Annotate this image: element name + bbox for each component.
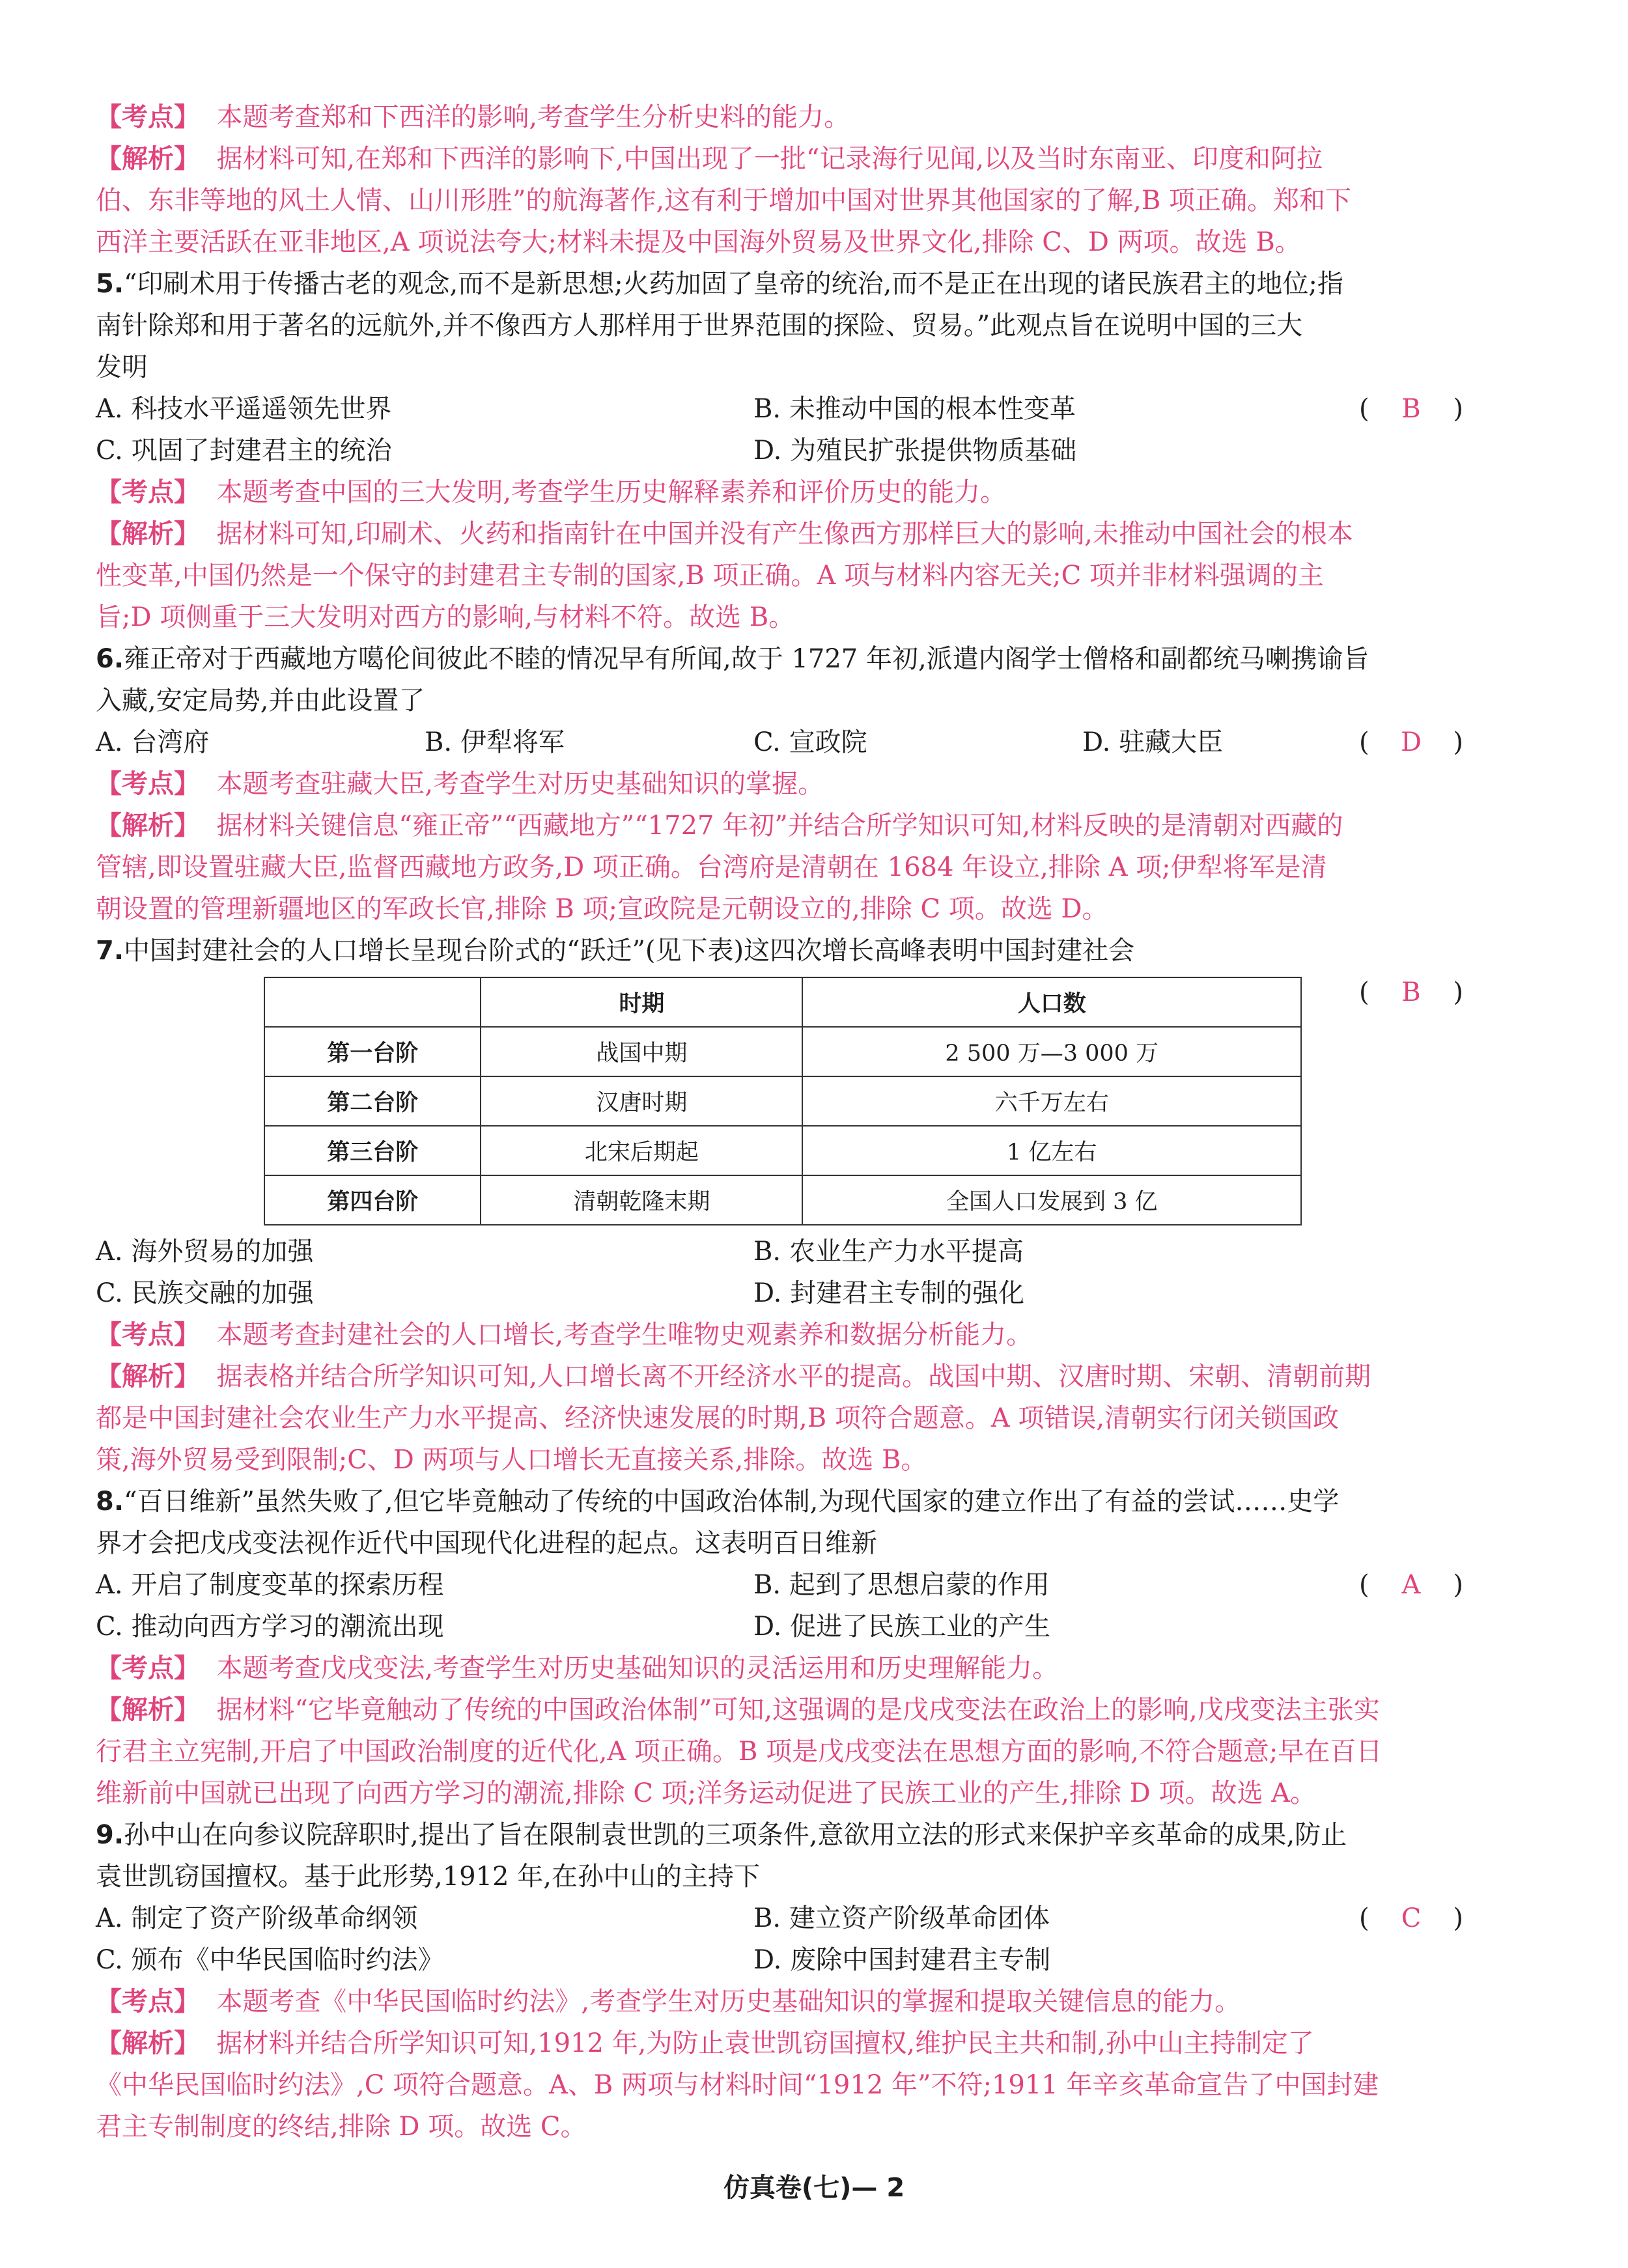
q8-jiexi-line: 据材料“它毕竟触动了传统的中国政治体制”可知,这强调的是戊戌变法在政治上的影响,戊戌变法主张实 [216, 1695, 1380, 1725]
option-a: A. 海外贸易的加强 [96, 1237, 314, 1267]
table-header: 人口数 [802, 977, 1301, 1027]
question-stem: 袁世凯窃国擅权。基于此形势,1912 年,在孙中山的主持下 [96, 1862, 760, 1892]
question-stem: “印刷术用于传播古老的观念,而不是新思想;火药加固了皇帝的统治,而不是正在出现的诸民族君主的地位;指 [124, 269, 1343, 299]
population-table [264, 977, 1302, 1225]
answer-bracket: ( A ) [1359, 1564, 1463, 1606]
q9-kaodian: 本题考查《中华民国临时约法》,考查学生对历史基础知识的掌握和提取关键信息的能力。 [216, 1987, 1241, 2017]
table-cell: 第一台阶 [264, 1027, 481, 1076]
jiexi-tag: 【解析】 [96, 811, 200, 841]
question-stem: 南针除郑和用于著名的远航外,并不像西方人那样用于世界范围的探险、贸易。”此观点旨在说明中国的三大 [96, 311, 1303, 341]
options [96, 721, 1463, 763]
table-row [264, 1126, 1301, 1175]
option-c: C. 民族交融的加强 [96, 1278, 314, 1308]
question-6 [96, 638, 1463, 930]
q8-jiexi-line: 行君主立宪制,开启了中国政治制度的近代化,A 项正确。B 项是戊戌变法在思想方面的影响,不符合题意;早在百日 [96, 1737, 1382, 1767]
table-cell: 北宋后期起 [481, 1126, 802, 1175]
question-stem: 雍正帝对于西藏地方噶伦间彼此不睦的情况早有所闻,故于 1727 年初,派遣内阁学士僧格和副都统马喇携谕旨 [124, 644, 1369, 674]
q7-jiexi-line: 都是中国封建社会农业生产力水平提高、经济快速发展的时期,B 项符合题意。A 项错误,清朝实行闭关锁国政 [96, 1403, 1340, 1433]
question-number: 8. [96, 1487, 124, 1517]
answer-letter: A [1401, 1570, 1421, 1600]
q5-jiexi-line: 性变革,中国仍然是一个保守的封建君主专制的国家,B 项正确。A 项与材料内容无关;C 项并非材料强调的主 [96, 561, 1324, 591]
answer-bracket: ( B ) [1359, 972, 1463, 1013]
q6-kaodian: 本题考查驻藏大臣,考查学生对历史基础知识的掌握。 [216, 769, 824, 799]
kaodian-tag: 【考点】 [96, 1320, 200, 1350]
question-9 [96, 1814, 1463, 2148]
option-a: A. 科技水平遥遥领先世界 [96, 394, 392, 424]
page-footer: 仿真卷(七)— 2 [723, 2173, 905, 2203]
q4-jiexi-line: 西洋主要活跃在亚非地区,A 项说法夸大;材料未提及中国海外贸易及世界文化,排除 C、D 两项。故选 B。 [96, 227, 1301, 257]
q4-jiexi-line: 据材料可知,在郑和下西洋的影响下,中国出现了一批“记录海行见闻,以及当时东南亚、印度和阿拉 [216, 144, 1323, 174]
q4-kaodian: 本题考查郑和下西洋的影响,考查学生分析史料的能力。 [216, 102, 850, 132]
answer-bracket: ( C ) [1359, 1897, 1463, 1939]
q5-jiexi-line: 据材料可知,印刷术、火药和指南针在中国并没有产生像西方那样巨大的影响,未推动中国社会的根本 [216, 519, 1353, 549]
question-7 [96, 930, 1463, 1481]
option-c: C. 推动向西方学习的潮流出现 [96, 1612, 444, 1642]
option-d: D. 为殖民扩张提供物质基础 [753, 436, 1077, 466]
q5-jiexi-line: 旨;D 项侧重于三大发明对西方的影响,与材料不符。故选 B。 [96, 602, 795, 632]
q4-analysis [96, 96, 1463, 263]
page-content [96, 96, 1463, 2148]
table-header: 时期 [481, 977, 802, 1027]
option-a: A. 制定了资产阶级革命纲领 [96, 1903, 418, 1933]
question-stem: 界才会把戊戌变法视作近代中国现代化进程的起点。这表明百日维新 [96, 1528, 877, 1558]
option-a: A. 开启了制度变革的探索历程 [96, 1570, 444, 1600]
q8-jiexi-line: 维新前中国就已出现了向西方学习的潮流,排除 C 项;洋务运动促进了民族工业的产生,排除 D 项。故选 A。 [96, 1778, 1317, 1808]
answer-letter: D [1400, 727, 1422, 757]
kaodian-tag: 【考点】 [96, 769, 200, 799]
question-stem: 中国封建社会的人口增长呈现台阶式的“跃迁”(见下表)这四次增长高峰表明中国封建社会 [124, 936, 1135, 966]
jiexi-tag: 【解析】 [96, 2028, 200, 2058]
option-b: B. 未推动中国的根本性变革 [753, 394, 1076, 424]
question-number: 5. [96, 269, 124, 299]
table-cell: 2 500 万—3 000 万 [802, 1027, 1301, 1076]
option-b: B. 伊犁将军 [425, 727, 565, 757]
answer-letter: C [1401, 1903, 1422, 1933]
option-c: C. 巩固了封建君主的统治 [96, 436, 392, 466]
q9-jiexi-line: 据材料并结合所学知识可知,1912 年,为防止袁世凯窃国擅权,维护民主共和制,孙中山主持制定了 [216, 2028, 1314, 2058]
option-b: B. 农业生产力水平提高 [753, 1237, 1024, 1267]
q8-kaodian: 本题考查戊戌变法,考查学生对历史基础知识的灵活运用和历史理解能力。 [216, 1653, 1059, 1683]
table-cell: 六千万左右 [802, 1076, 1301, 1126]
table-header [264, 977, 481, 1027]
option-b: B. 起到了思想启蒙的作用 [753, 1570, 1050, 1600]
table-cell: 第四台阶 [264, 1175, 481, 1225]
table-cell: 第三台阶 [264, 1126, 481, 1175]
table-row [264, 1027, 1301, 1076]
table-cell: 1 亿左右 [802, 1126, 1301, 1175]
option-d: D. 封建君主专制的强化 [753, 1278, 1025, 1308]
q9-jiexi-line: 《中华民国临时约法》,C 项符合题意。A、B 两项与材料时间“1912 年”不符;1911 年辛亥革命宣告了中国封建 [96, 2070, 1379, 2100]
options [96, 388, 1463, 471]
kaodian-tag: 【考点】 [96, 477, 200, 507]
option-d: D. 驻藏大臣 [1082, 727, 1224, 757]
q5-kaodian: 本题考查中国的三大发明,考查学生历史解释素养和评价历史的能力。 [216, 477, 1007, 507]
q7-jiexi-line: 据表格并结合所学知识可知,人口增长离不开经济水平的提高。战国中期、汉唐时期、宋朝、清朝前期 [216, 1362, 1371, 1392]
jiexi-tag: 【解析】 [96, 519, 200, 549]
question-5 [96, 263, 1463, 638]
jiexi-tag: 【解析】 [96, 1362, 200, 1392]
q7-kaodian: 本题考查封建社会的人口增长,考查学生唯物史观素养和数据分析能力。 [216, 1320, 1033, 1350]
question-stem: 发明 [96, 352, 148, 382]
jiexi-tag: 【解析】 [96, 1695, 200, 1725]
table-cell: 战国中期 [481, 1027, 802, 1076]
kaodian-tag: 【考点】 [96, 1653, 200, 1683]
answer-letter: B [1401, 977, 1421, 1007]
answer-bracket: ( B ) [1359, 388, 1463, 430]
options [96, 1564, 1463, 1647]
question-stem: 入藏,安定局势,并由此设置了 [96, 686, 425, 716]
question-stem: “百日维新”虽然失败了,但它毕竟触动了传统的中国政治体制,为现代国家的建立作出了有益的尝试……史学 [124, 1487, 1340, 1517]
q6-jiexi-line: 管辖,即设置驻藏大臣,监督西藏地方政务,D 项正确。台湾府是清朝在 1684 年设立,排除 A 项;伊犁将军是清 [96, 852, 1327, 882]
q6-jiexi-line: 朝设置的管理新疆地区的军政长官,排除 B 项;宣政院是元朝设立的,排除 C 项。故选 D。 [96, 894, 1108, 924]
options [96, 1897, 1463, 1981]
table-row [264, 1076, 1301, 1126]
q9-jiexi-line: 君主专制制度的终结,排除 D 项。故选 C。 [96, 2112, 587, 2142]
option-c: C. 颁布《中华民国临时约法》 [96, 1945, 444, 1975]
kaodian-tag: 【考点】 [96, 1987, 200, 2017]
option-d: D. 促进了民族工业的产生 [753, 1612, 1051, 1642]
question-stem: 孙中山在向参议院辞职时,提出了旨在限制袁世凯的三项条件,意欲用立法的形式来保护辛亥革命的成果,防止 [124, 1820, 1347, 1850]
table-cell: 清朝乾隆末期 [481, 1175, 802, 1225]
question-number: 6. [96, 644, 124, 674]
question-number: 9. [96, 1820, 124, 1850]
option-c: C. 宣政院 [753, 727, 867, 757]
table-cell: 汉唐时期 [481, 1076, 802, 1126]
option-b: B. 建立资产阶级革命团体 [753, 1903, 1050, 1933]
q6-jiexi-line: 据材料关键信息“雍正帝”“西藏地方”“1727 年初”并结合所学知识可知,材料反映的是清朝对西藏的 [216, 811, 1343, 841]
jiexi-tag: 【解析】 [96, 144, 200, 174]
q7-jiexi-line: 策,海外贸易受到限制;C、D 两项与人口增长无直接关系,排除。故选 B。 [96, 1445, 927, 1475]
option-a: A. 台湾府 [96, 727, 210, 757]
table-cell: 全国人口发展到 3 亿 [802, 1175, 1301, 1225]
kaodian-tag: 【考点】 [96, 102, 200, 132]
table-cell: 第二台阶 [264, 1076, 481, 1126]
options [96, 1231, 1463, 1314]
question-8 [96, 1481, 1463, 1814]
q4-jiexi-line: 伯、东非等地的风土人情、山川形胜”的航海著作,这有利于增加中国对世界其他国家的了解,B 项正确。郑和下 [96, 186, 1351, 216]
table-row [264, 1175, 1301, 1225]
option-d: D. 废除中国封建君主专制 [753, 1945, 1051, 1975]
question-number: 7. [96, 936, 124, 966]
answer-bracket: ( D ) [1359, 721, 1463, 763]
table-header-row [264, 977, 1301, 1027]
answer-letter: B [1401, 394, 1421, 424]
